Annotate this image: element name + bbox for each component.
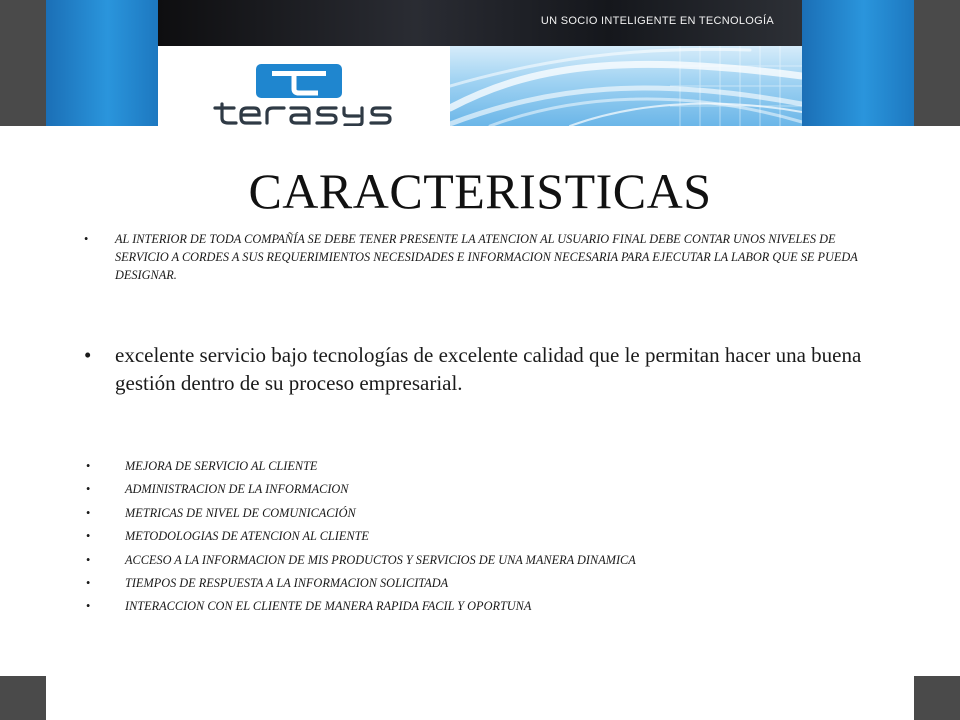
corner-bar-top-left <box>0 0 46 126</box>
feature-text: METODOLOGIAS DE ATENCION AL CLIENTE <box>125 529 369 544</box>
main-bullet <box>82 341 882 397</box>
bullet-marker: • <box>84 232 89 246</box>
list-item <box>86 457 866 480</box>
fiber-art-graphic <box>450 46 802 126</box>
bullet-marker: • <box>86 482 91 497</box>
feature-text: METRICAS DE NIVEL DE COMUNICACIÓN <box>125 505 356 520</box>
feature-list <box>86 457 866 621</box>
logo-wordmark <box>212 102 396 126</box>
list-item <box>86 551 866 574</box>
feature-text: MEJORA DE SERVICIO AL CLIENTE <box>125 459 318 473</box>
feature-text: ADMINISTRACION DE LA INFORMACION <box>125 482 349 497</box>
list-item <box>86 504 866 527</box>
list-item <box>86 574 866 597</box>
bullet-marker: • <box>86 459 91 473</box>
bullet-marker: • <box>86 505 91 520</box>
list-item <box>86 480 866 503</box>
bullet-marker: • <box>84 343 92 367</box>
slide-title: CARACTERISTICAS <box>248 163 712 219</box>
blue-side-panel-right <box>802 0 914 126</box>
company-logo <box>158 46 450 126</box>
intro-text: AL INTERIOR DE TODA COMPAÑÍA SE DEBE TENER PRESENTE LA ATENCION AL USUARIO FINAL DEBE CONTAR UNOS NIVELES DE SERVICIO A CORDES A SUS REQUERIMIENTOS NECESIDADES E INFORMACION NECESARIA PARA EJECUTAR LA LABOR QUE SE PUEDA DESIGNAR. <box>115 232 858 282</box>
bullet-marker: • <box>86 529 91 544</box>
header-art-fiber <box>450 46 802 126</box>
corner-bar-bottom-right <box>914 676 960 720</box>
list-item <box>86 527 866 550</box>
feature-text: TIEMPOS DE RESPUESTA A LA INFORMACION SOLICITADA <box>125 575 449 590</box>
list-item <box>86 597 866 620</box>
blue-side-panel-left <box>46 0 158 126</box>
bullet-marker: • <box>86 575 91 590</box>
corner-bar-top-right <box>914 0 960 126</box>
header-tagline: UN SOCIO INTELIGENTE EN TECNOLOGÍA <box>540 15 774 27</box>
main-text: excelente servicio bajo tecnologías de excelente calidad que le permitan hacer una buena gestión dentro de su proceso empresarial. <box>115 343 862 395</box>
intro-bullet <box>82 230 872 284</box>
feature-text: INTERACCION CON EL CLIENTE DE MANERA RAPIDA FACIL Y OPORTUNA <box>125 599 532 614</box>
logo-mark-icon <box>256 64 342 98</box>
feature-text: ACCESO A LA INFORMACION DE MIS PRODUCTOS Y SERVICIOS DE UNA MANERA DINAMICA <box>125 552 636 567</box>
bullet-marker: • <box>86 599 91 614</box>
corner-bar-bottom-left <box>0 676 46 720</box>
bullet-marker: • <box>86 552 91 567</box>
header-banner <box>158 0 802 46</box>
